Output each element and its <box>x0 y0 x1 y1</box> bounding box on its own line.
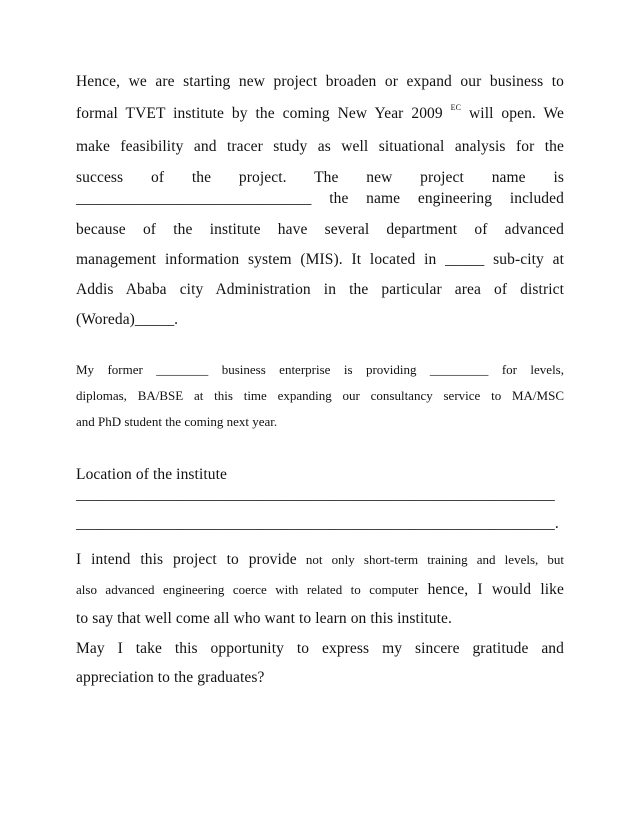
location-heading: Location of the institute <box>76 466 228 483</box>
p2-line-3: and PhD student the coming next year. <box>76 414 278 429</box>
p1-line-9: (Woreda)_____. <box>76 311 179 328</box>
p3-line-4: May I take this opportunity to express my sincere gratitude and <box>76 640 564 657</box>
p3-line-3: to say that well come all who want to learn on this institute. <box>76 610 452 627</box>
paragraph-1 <box>76 73 564 91</box>
p1-line-4: success of the project. The new project name is <box>76 169 564 186</box>
p2-line-1: My former ________ business enterprise is providing _________ for levels, <box>76 362 564 377</box>
p1-line-6: because of the institute have several department of advanced <box>76 221 564 238</box>
p1-line-2-end: will open. We <box>461 105 564 122</box>
p3-line-1b: not only short-term training and levels, but <box>296 552 565 567</box>
p1-line-2 <box>76 105 564 123</box>
ec-superscript: EC <box>450 103 462 112</box>
p2-line-2: diplomas, BA/BSE at this time expanding our consultancy service to MA/MSC <box>76 388 564 403</box>
p1-line-8: Addis Ababa city Administration in the particular area of district <box>76 281 564 298</box>
p3-line-2b: hence, I would like <box>418 581 564 598</box>
location-line-1: _____________________________________________________________ <box>76 486 555 503</box>
p3-line-1a: I intend this project to provide <box>76 551 297 568</box>
location-line-2: _____________________________________________________________. <box>76 515 559 532</box>
p1-line-2-text: formal TVET institute by the coming New Year 2009 <box>76 105 443 122</box>
p1-line-7: management information system (MIS). It located in _____ sub-city at <box>76 251 564 268</box>
p1-line-3: make feasibility and tracer study as well situational analysis for the <box>76 138 564 155</box>
p3-line-2a: also advanced engineering coerce with related to computer <box>76 582 419 597</box>
p3-line-5: appreciation to the graduates? <box>76 669 265 686</box>
p1-line-5: ______________________________ the name engineering included <box>76 190 564 207</box>
p1-line-1: Hence, we are starting new project broaden or expand our business to <box>76 73 564 90</box>
